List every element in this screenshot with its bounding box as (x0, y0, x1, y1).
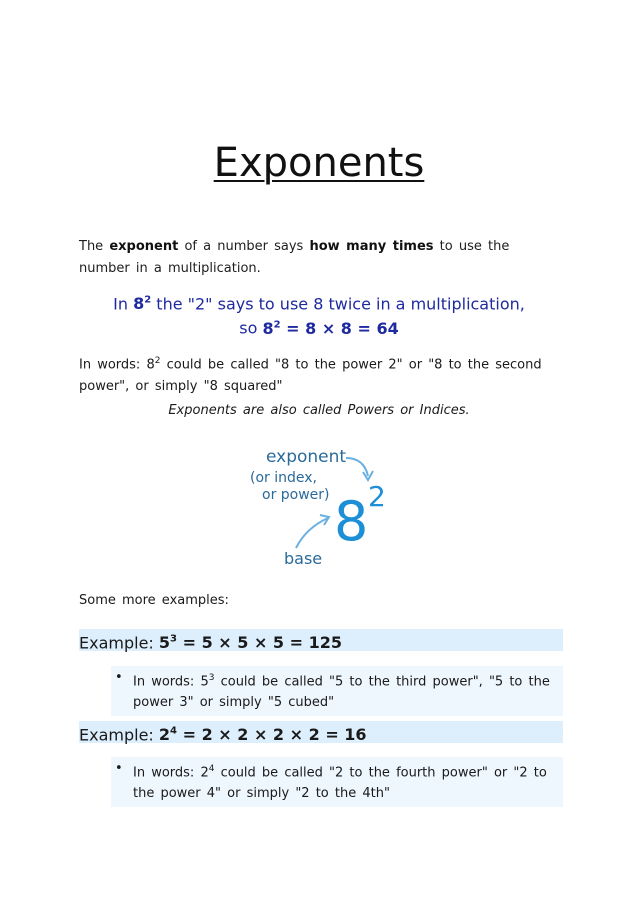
exponent-diagram (236, 440, 406, 570)
diagram-base-digit: 8 (334, 490, 369, 553)
example-header-2 (79, 721, 563, 743)
diagram-alt-label-2: or power) (262, 487, 330, 503)
intro-paragraph (79, 236, 559, 280)
example-label: Example: (79, 633, 154, 653)
highlight-statement (0, 290, 638, 339)
words-text-b: could be called "8 to the power 2" or "8 to the second power", or simply "8 squared" (79, 357, 542, 395)
example-words-1 (111, 666, 563, 716)
highlight-so: so (239, 318, 258, 338)
highlight-line-2 (0, 314, 638, 338)
example-words-b: could be called "5 to the third power", "5 to the power 3" or simply "5 cubed" (133, 674, 550, 711)
words-exp: 2 (154, 356, 161, 366)
example-equation: $5^3 = 5 \times 5 \times 5 = 125$ (158, 633, 343, 653)
diagram-exponent-label: exponent (266, 447, 347, 467)
highlight-text: the "2" says to use 8 twice in a multiplication, (156, 294, 525, 314)
diagram-base-label: base (284, 549, 323, 568)
highlight-line-1 (0, 290, 638, 314)
highlight-in: In (113, 294, 128, 314)
intro-bold-how-many: how many times (309, 239, 434, 254)
highlight-exp: 2 (144, 295, 152, 306)
example-label: Example: (79, 725, 154, 745)
words-paragraph (79, 350, 559, 398)
highlight-base: $8^2$ (133, 294, 152, 314)
example-words-b: could be called "2 to the fourth power" or "2 to the power 4" or simply "2 to the 4th" (133, 765, 547, 802)
intro-text-1: The (79, 239, 104, 254)
intro-text-3: to use the number in a multiplication. (79, 239, 510, 276)
example-equation: $2^4 = 2 \times 2 \times 2 \times 2 = 16$ (158, 725, 367, 745)
more-examples-heading: Some more examples: (79, 593, 229, 608)
highlight-equation: $8^2 = 8 \times 8 = 64$ (262, 318, 399, 338)
diagram-alt-label-1: (or index, (250, 470, 317, 486)
intro-text-2: of a number says (184, 239, 304, 254)
diagram-base-arrow (296, 518, 328, 548)
words-text-a: In words: 8 (79, 357, 155, 373)
page-title: Exponents (213, 140, 425, 186)
example-words-a: In words: 5 (133, 674, 209, 690)
example-words-exp: 4 (208, 764, 215, 774)
example-words-a: In words: 2 (133, 765, 209, 781)
intro-bold-exponent: exponent (109, 239, 179, 254)
example-words-2 (111, 757, 563, 807)
example-words-exp: 3 (208, 673, 215, 683)
powers-note: Exponents are also called Powers or Indices. (168, 403, 470, 418)
diagram-exp-digit: 2 (368, 480, 386, 513)
example-header-1 (79, 629, 563, 651)
